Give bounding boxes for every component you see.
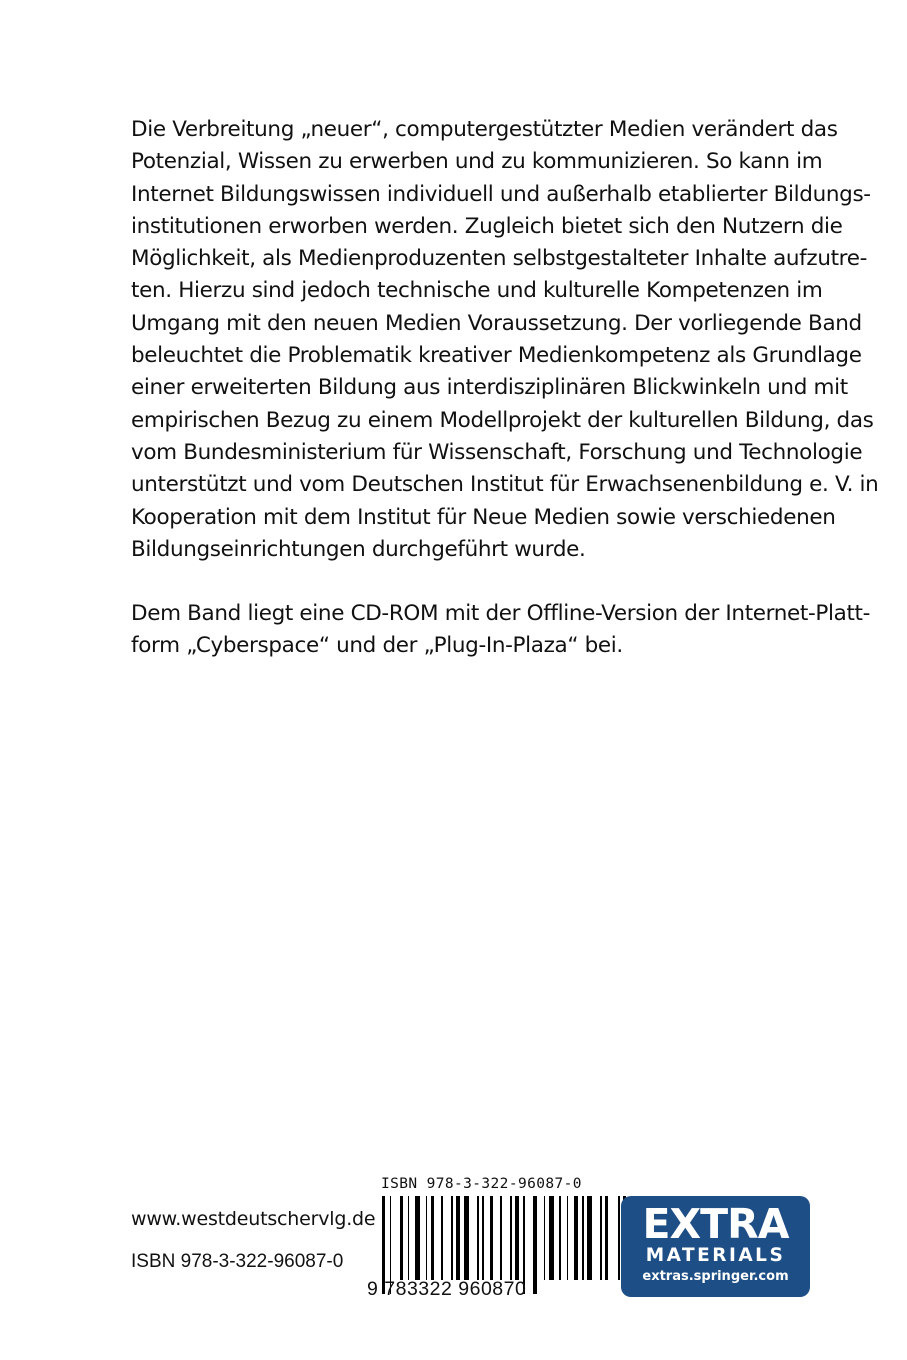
barcode-bar xyxy=(605,1196,608,1280)
barcode-bar xyxy=(574,1196,577,1280)
blurb-line: unterstützt und vom Deutschen Institut für Erwachsenenbildung e. V. in xyxy=(131,472,879,498)
blurb-line: Potenzial, Wissen zu erwerben und zu kommunizieren. So kann im xyxy=(131,149,823,175)
barcode-bar xyxy=(451,1196,453,1280)
barcode-bar xyxy=(441,1196,443,1280)
barcode-bar xyxy=(618,1196,620,1280)
barcode-bar xyxy=(515,1196,518,1280)
barcode-bar xyxy=(408,1196,410,1280)
barcode-bar xyxy=(426,1196,428,1280)
barcode-bar xyxy=(500,1196,502,1280)
blurb-line: empirischen Bezug zu einem Modellprojekt der kulturellen Bildung, das xyxy=(131,407,874,433)
barcode-bar xyxy=(582,1196,584,1280)
blurb-line: Möglichkeit, als Medienproduzenten selbstgestalteter Inhalte aufzutre- xyxy=(131,246,867,272)
barcode-bar xyxy=(549,1196,554,1280)
blurb-line: form „Cyberspace“ und der „Plug-In-Plaza“ bei. xyxy=(131,633,623,659)
barcode-bar xyxy=(490,1196,493,1280)
blurb-line: beleuchtet die Problematik kreativer Medienkompetenz als Grundlage xyxy=(131,343,862,369)
extra-badge-subtitle: MATERIALS xyxy=(645,1245,786,1266)
barcode-digits: 9 783322 960870 xyxy=(367,1278,527,1300)
barcode-bar xyxy=(464,1196,469,1280)
barcode-isbn-label: ISBN 978-3-322-96087-0 xyxy=(381,1176,582,1192)
blurb-line: ten. Hierzu sind jedoch technische und kulturelle Kompetenzen im xyxy=(131,278,823,304)
blurb-line: Umgang mit den neuen Medien Voraussetzung. Der vorliegende Band xyxy=(131,310,862,336)
barcode-bar xyxy=(431,1196,434,1280)
barcode-bar xyxy=(482,1196,484,1280)
back-cover-blurb xyxy=(131,114,879,663)
barcode-bar xyxy=(559,1196,561,1280)
blurb-line: Bildungseinrichtungen durchgeführt wurde. xyxy=(131,536,586,562)
barcode-bar xyxy=(533,1196,536,1294)
blurb-line: institutionen erworben werden. Zugleich bietet sich den Nutzern die xyxy=(131,213,843,239)
blurb-line: Die Verbreitung „neuer“, computergestützter Medien verändert das xyxy=(131,117,838,142)
blurb-line: einer erweiterten Bildung aus interdisziplinären Blickwinkeln und mit xyxy=(131,375,848,401)
extra-badge-url: extras.springer.com xyxy=(642,1269,789,1284)
barcode-bar xyxy=(587,1196,592,1280)
isbn-text: ISBN 978-3-322-96087-0 xyxy=(131,1251,344,1272)
barcode-bar xyxy=(456,1196,459,1280)
barcode-bar xyxy=(400,1196,403,1280)
barcode-bar xyxy=(544,1196,546,1280)
blurb-line: Internet Bildungswissen individuell und außerhalb etablierter Bildungs- xyxy=(131,181,871,207)
extra-badge-title: EXTRA xyxy=(642,1200,789,1248)
barcode-bar xyxy=(567,1196,569,1280)
barcode-bar xyxy=(600,1196,602,1280)
blurb-line: Dem Band liegt eine CD-ROM mit der Offline-Version der Internet-Platt- xyxy=(131,601,871,627)
extra-materials-badge xyxy=(621,1196,810,1297)
blurb-line: vom Bundesministerium für Wissenschaft, Forschung und Technologie xyxy=(131,439,863,465)
publisher-website: www.westdeutschervlg.de xyxy=(131,1208,376,1230)
barcode-bar xyxy=(477,1196,479,1280)
barcode-bar xyxy=(415,1196,420,1280)
barcode-bar xyxy=(510,1196,512,1280)
blurb-line: Kooperation mit dem Institut für Neue Medien sowie verschiedenen xyxy=(131,504,836,530)
